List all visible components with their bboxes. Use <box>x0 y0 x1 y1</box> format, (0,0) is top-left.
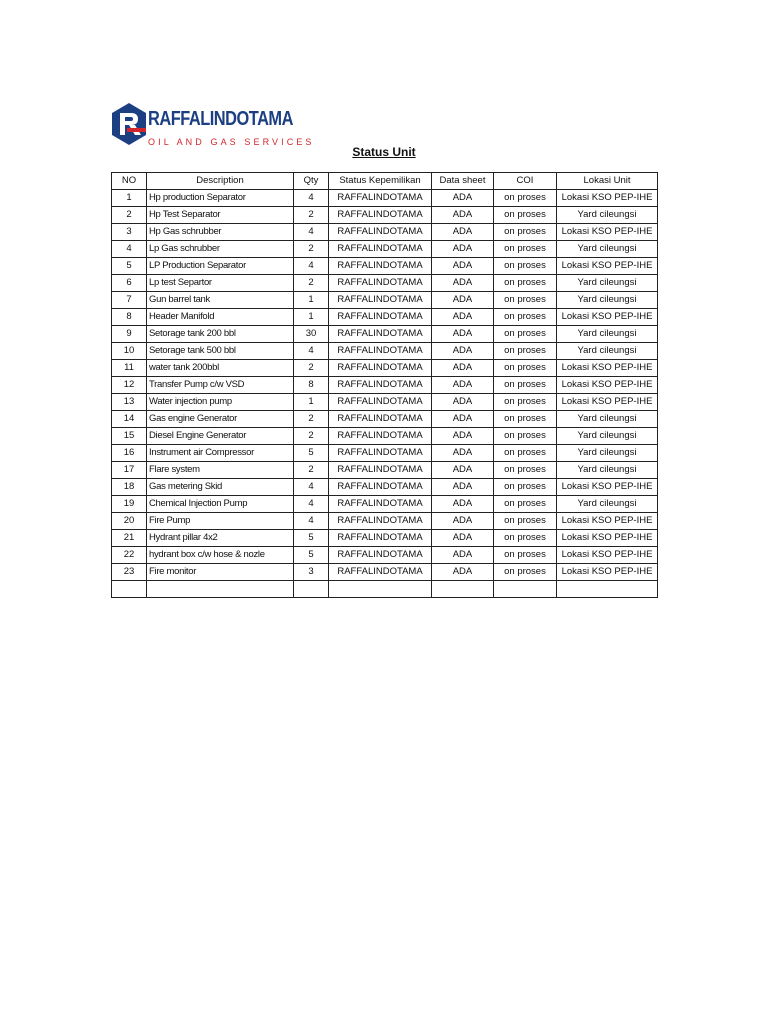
table-row <box>112 292 658 309</box>
cell-data-sheet: ADA <box>432 462 494 479</box>
cell-lokasi-unit: Yard cileungsi <box>557 462 658 479</box>
cell-lokasi-unit: Lokasi KSO PEP-IHE <box>557 513 658 530</box>
cell-coi: on proses <box>494 190 557 207</box>
cell-description: Gas metering Skid <box>147 479 294 496</box>
cell-data-sheet: ADA <box>432 377 494 394</box>
cell-coi: on proses <box>494 258 557 275</box>
cell-description: Lp test Separtor <box>147 275 294 292</box>
cell-data-sheet: ADA <box>432 530 494 547</box>
cell-qty: 4 <box>294 479 329 496</box>
cell-lokasi-unit: Yard cileungsi <box>557 207 658 224</box>
table-row <box>112 479 658 496</box>
cell-no: 10 <box>112 343 147 360</box>
cell-no: 15 <box>112 428 147 445</box>
cell-coi: on proses <box>494 428 557 445</box>
cell-lokasi-unit: Yard cileungsi <box>557 411 658 428</box>
cell-qty: 2 <box>294 411 329 428</box>
table-row <box>112 445 658 462</box>
cell-no: 8 <box>112 309 147 326</box>
cell-qty: 5 <box>294 530 329 547</box>
cell-description: Water injection pump <box>147 394 294 411</box>
table-row <box>112 275 658 292</box>
cell-data-sheet: ADA <box>432 411 494 428</box>
cell-data-sheet: ADA <box>432 428 494 445</box>
table-row <box>112 224 658 241</box>
cell-description: hydrant box c/w hose & nozle <box>147 547 294 564</box>
cell-lokasi-unit: Lokasi KSO PEP-IHE <box>557 547 658 564</box>
cell-coi: on proses <box>494 275 557 292</box>
table-row <box>112 547 658 564</box>
cell-coi: on proses <box>494 292 557 309</box>
cell-data-sheet: ADA <box>432 207 494 224</box>
cell-no: 16 <box>112 445 147 462</box>
cell-lokasi-unit: Yard cileungsi <box>557 343 658 360</box>
cell-description: Fire monitor <box>147 564 294 581</box>
cell-no: 6 <box>112 275 147 292</box>
cell-lokasi-unit: Yard cileungsi <box>557 292 658 309</box>
cell-coi: on proses <box>494 479 557 496</box>
cell-data-sheet: ADA <box>432 547 494 564</box>
table-row <box>112 411 658 428</box>
cell-qty <box>294 581 329 598</box>
cell-data-sheet: ADA <box>432 292 494 309</box>
cell-lokasi-unit: Lokasi KSO PEP-IHE <box>557 360 658 377</box>
cell-data-sheet: ADA <box>432 564 494 581</box>
cell-no: 19 <box>112 496 147 513</box>
cell-status-kepemilikan: RAFFALINDOTAMA <box>329 377 432 394</box>
cell-description: Hp Gas schrubber <box>147 224 294 241</box>
cell-no: 21 <box>112 530 147 547</box>
cell-description: Fire Pump <box>147 513 294 530</box>
cell-coi: on proses <box>494 309 557 326</box>
cell-no: 13 <box>112 394 147 411</box>
cell-coi: on proses <box>494 394 557 411</box>
cell-lokasi-unit: Lokasi KSO PEP-IHE <box>557 224 658 241</box>
cell-no: 7 <box>112 292 147 309</box>
cell-no: 9 <box>112 326 147 343</box>
cell-description: Lp Gas schrubber <box>147 241 294 258</box>
cell-qty: 2 <box>294 462 329 479</box>
cell-data-sheet: ADA <box>432 326 494 343</box>
cell-qty: 1 <box>294 292 329 309</box>
cell-coi: on proses <box>494 207 557 224</box>
cell-data-sheet: ADA <box>432 343 494 360</box>
cell-lokasi-unit: Lokasi KSO PEP-IHE <box>557 258 658 275</box>
cell-description: Header Manifold <box>147 309 294 326</box>
cell-status-kepemilikan: RAFFALINDOTAMA <box>329 292 432 309</box>
cell-data-sheet: ADA <box>432 479 494 496</box>
cell-lokasi-unit: Lokasi KSO PEP-IHE <box>557 309 658 326</box>
cell-coi: on proses <box>494 343 557 360</box>
cell-lokasi-unit: Lokasi KSO PEP-IHE <box>557 377 658 394</box>
cell-coi: on proses <box>494 326 557 343</box>
header-coi: COI <box>494 173 557 190</box>
cell-data-sheet: ADA <box>432 496 494 513</box>
table-row <box>112 207 658 224</box>
cell-qty: 4 <box>294 258 329 275</box>
table-row <box>112 530 658 547</box>
cell-description: Hp Test Separator <box>147 207 294 224</box>
cell-lokasi-unit: Lokasi KSO PEP-IHE <box>557 530 658 547</box>
cell-qty: 8 <box>294 377 329 394</box>
cell-status-kepemilikan: RAFFALINDOTAMA <box>329 326 432 343</box>
cell-qty: 4 <box>294 224 329 241</box>
cell-no: 11 <box>112 360 147 377</box>
document-title: Status Unit <box>352 145 416 159</box>
cell-description: Gun barrel tank <box>147 292 294 309</box>
cell-data-sheet: ADA <box>432 275 494 292</box>
cell-coi: on proses <box>494 241 557 258</box>
cell-qty: 4 <box>294 190 329 207</box>
cell-data-sheet <box>432 581 494 598</box>
cell-status-kepemilikan: RAFFALINDOTAMA <box>329 547 432 564</box>
cell-no: 12 <box>112 377 147 394</box>
cell-data-sheet: ADA <box>432 445 494 462</box>
table-row <box>112 326 658 343</box>
cell-status-kepemilikan: RAFFALINDOTAMA <box>329 513 432 530</box>
cell-coi: on proses <box>494 462 557 479</box>
cell-coi: on proses <box>494 513 557 530</box>
cell-lokasi-unit: Yard cileungsi <box>557 275 658 292</box>
cell-no: 22 <box>112 547 147 564</box>
table-row <box>112 241 658 258</box>
cell-lokasi-unit: Lokasi KSO PEP-IHE <box>557 479 658 496</box>
cell-description: Setorage tank 200 bbl <box>147 326 294 343</box>
cell-status-kepemilikan: RAFFALINDOTAMA <box>329 207 432 224</box>
cell-data-sheet: ADA <box>432 394 494 411</box>
cell-no: 23 <box>112 564 147 581</box>
status-unit-table <box>111 172 658 598</box>
cell-qty: 4 <box>294 343 329 360</box>
cell-coi: on proses <box>494 360 557 377</box>
cell-status-kepemilikan: RAFFALINDOTAMA <box>329 360 432 377</box>
table-row <box>112 428 658 445</box>
header-status-kepemilikan: Status Kepemilikan <box>329 173 432 190</box>
cell-qty: 5 <box>294 445 329 462</box>
cell-no: 17 <box>112 462 147 479</box>
cell-coi: on proses <box>494 445 557 462</box>
cell-no: 3 <box>112 224 147 241</box>
table-row <box>112 258 658 275</box>
cell-description: water tank 200bbl <box>147 360 294 377</box>
cell-data-sheet: ADA <box>432 513 494 530</box>
cell-coi: on proses <box>494 411 557 428</box>
cell-description: Instrument air Compressor <box>147 445 294 462</box>
cell-lokasi-unit <box>557 581 658 598</box>
header-no: NO <box>112 173 147 190</box>
cell-status-kepemilikan: RAFFALINDOTAMA <box>329 190 432 207</box>
header-qty: Qty <box>294 173 329 190</box>
cell-qty: 2 <box>294 241 329 258</box>
cell-qty: 4 <box>294 496 329 513</box>
cell-status-kepemilikan: RAFFALINDOTAMA <box>329 394 432 411</box>
company-name: RAFFALINDOTAMA <box>148 108 293 130</box>
cell-lokasi-unit: Lokasi KSO PEP-IHE <box>557 564 658 581</box>
table-row <box>112 343 658 360</box>
cell-coi: on proses <box>494 377 557 394</box>
cell-qty: 2 <box>294 428 329 445</box>
cell-coi: on proses <box>494 547 557 564</box>
cell-description: Hydrant pillar 4x2 <box>147 530 294 547</box>
cell-no: 1 <box>112 190 147 207</box>
cell-status-kepemilikan: RAFFALINDOTAMA <box>329 428 432 445</box>
cell-no: 5 <box>112 258 147 275</box>
cell-status-kepemilikan: RAFFALINDOTAMA <box>329 275 432 292</box>
cell-no <box>112 581 147 598</box>
cell-status-kepemilikan: RAFFALINDOTAMA <box>329 479 432 496</box>
cell-description: Chemical Injection Pump <box>147 496 294 513</box>
table-row <box>112 581 658 598</box>
cell-description: Gas engine Generator <box>147 411 294 428</box>
company-tagline: OIL AND GAS SERVICES <box>148 137 315 147</box>
cell-no: 18 <box>112 479 147 496</box>
cell-status-kepemilikan: RAFFALINDOTAMA <box>329 343 432 360</box>
cell-description: Setorage tank 500 bbl <box>147 343 294 360</box>
cell-lokasi-unit: Yard cileungsi <box>557 241 658 258</box>
cell-status-kepemilikan: RAFFALINDOTAMA <box>329 241 432 258</box>
cell-lokasi-unit: Yard cileungsi <box>557 428 658 445</box>
cell-status-kepemilikan: RAFFALINDOTAMA <box>329 496 432 513</box>
cell-coi <box>494 581 557 598</box>
cell-data-sheet: ADA <box>432 241 494 258</box>
cell-status-kepemilikan: RAFFALINDOTAMA <box>329 530 432 547</box>
cell-status-kepemilikan: RAFFALINDOTAMA <box>329 462 432 479</box>
table-row <box>112 309 658 326</box>
cell-lokasi-unit: Lokasi KSO PEP-IHE <box>557 190 658 207</box>
table-header-row <box>112 173 658 190</box>
cell-qty: 30 <box>294 326 329 343</box>
cell-coi: on proses <box>494 496 557 513</box>
cell-lokasi-unit: Yard cileungsi <box>557 445 658 462</box>
cell-data-sheet: ADA <box>432 360 494 377</box>
cell-lokasi-unit: Yard cileungsi <box>557 496 658 513</box>
cell-status-kepemilikan: RAFFALINDOTAMA <box>329 564 432 581</box>
table-row <box>112 360 658 377</box>
cell-qty: 5 <box>294 547 329 564</box>
cell-qty: 3 <box>294 564 329 581</box>
cell-no: 4 <box>112 241 147 258</box>
header-lokasi-unit: Lokasi Unit <box>557 173 658 190</box>
cell-data-sheet: ADA <box>432 309 494 326</box>
cell-description: Transfer Pump c/w VSD <box>147 377 294 394</box>
company-logo <box>111 100 315 150</box>
cell-description: Diesel Engine Generator <box>147 428 294 445</box>
table-row <box>112 462 658 479</box>
cell-qty: 2 <box>294 207 329 224</box>
cell-qty: 2 <box>294 275 329 292</box>
cell-description <box>147 581 294 598</box>
raffalindotama-logo-icon <box>111 102 147 146</box>
cell-qty: 2 <box>294 360 329 377</box>
cell-status-kepemilikan: RAFFALINDOTAMA <box>329 309 432 326</box>
table-row <box>112 190 658 207</box>
table-row <box>112 377 658 394</box>
cell-status-kepemilikan: RAFFALINDOTAMA <box>329 258 432 275</box>
table-row <box>112 496 658 513</box>
cell-status-kepemilikan <box>329 581 432 598</box>
cell-data-sheet: ADA <box>432 224 494 241</box>
cell-coi: on proses <box>494 224 557 241</box>
cell-status-kepemilikan: RAFFALINDOTAMA <box>329 411 432 428</box>
table-row <box>112 513 658 530</box>
header-description: Description <box>147 173 294 190</box>
table-body <box>112 190 658 598</box>
table-row <box>112 564 658 581</box>
cell-description: Flare system <box>147 462 294 479</box>
cell-data-sheet: ADA <box>432 258 494 275</box>
cell-status-kepemilikan: RAFFALINDOTAMA <box>329 445 432 462</box>
cell-data-sheet: ADA <box>432 190 494 207</box>
table-row <box>112 394 658 411</box>
cell-no: 20 <box>112 513 147 530</box>
cell-qty: 4 <box>294 513 329 530</box>
cell-qty: 1 <box>294 394 329 411</box>
header-data-sheet: Data sheet <box>432 173 494 190</box>
cell-description: Hp production Separator <box>147 190 294 207</box>
cell-coi: on proses <box>494 564 557 581</box>
cell-status-kepemilikan: RAFFALINDOTAMA <box>329 224 432 241</box>
cell-no: 2 <box>112 207 147 224</box>
cell-qty: 1 <box>294 309 329 326</box>
cell-lokasi-unit: Lokasi KSO PEP-IHE <box>557 394 658 411</box>
cell-coi: on proses <box>494 530 557 547</box>
cell-no: 14 <box>112 411 147 428</box>
cell-lokasi-unit: Yard cileungsi <box>557 326 658 343</box>
cell-description: LP Production Separator <box>147 258 294 275</box>
